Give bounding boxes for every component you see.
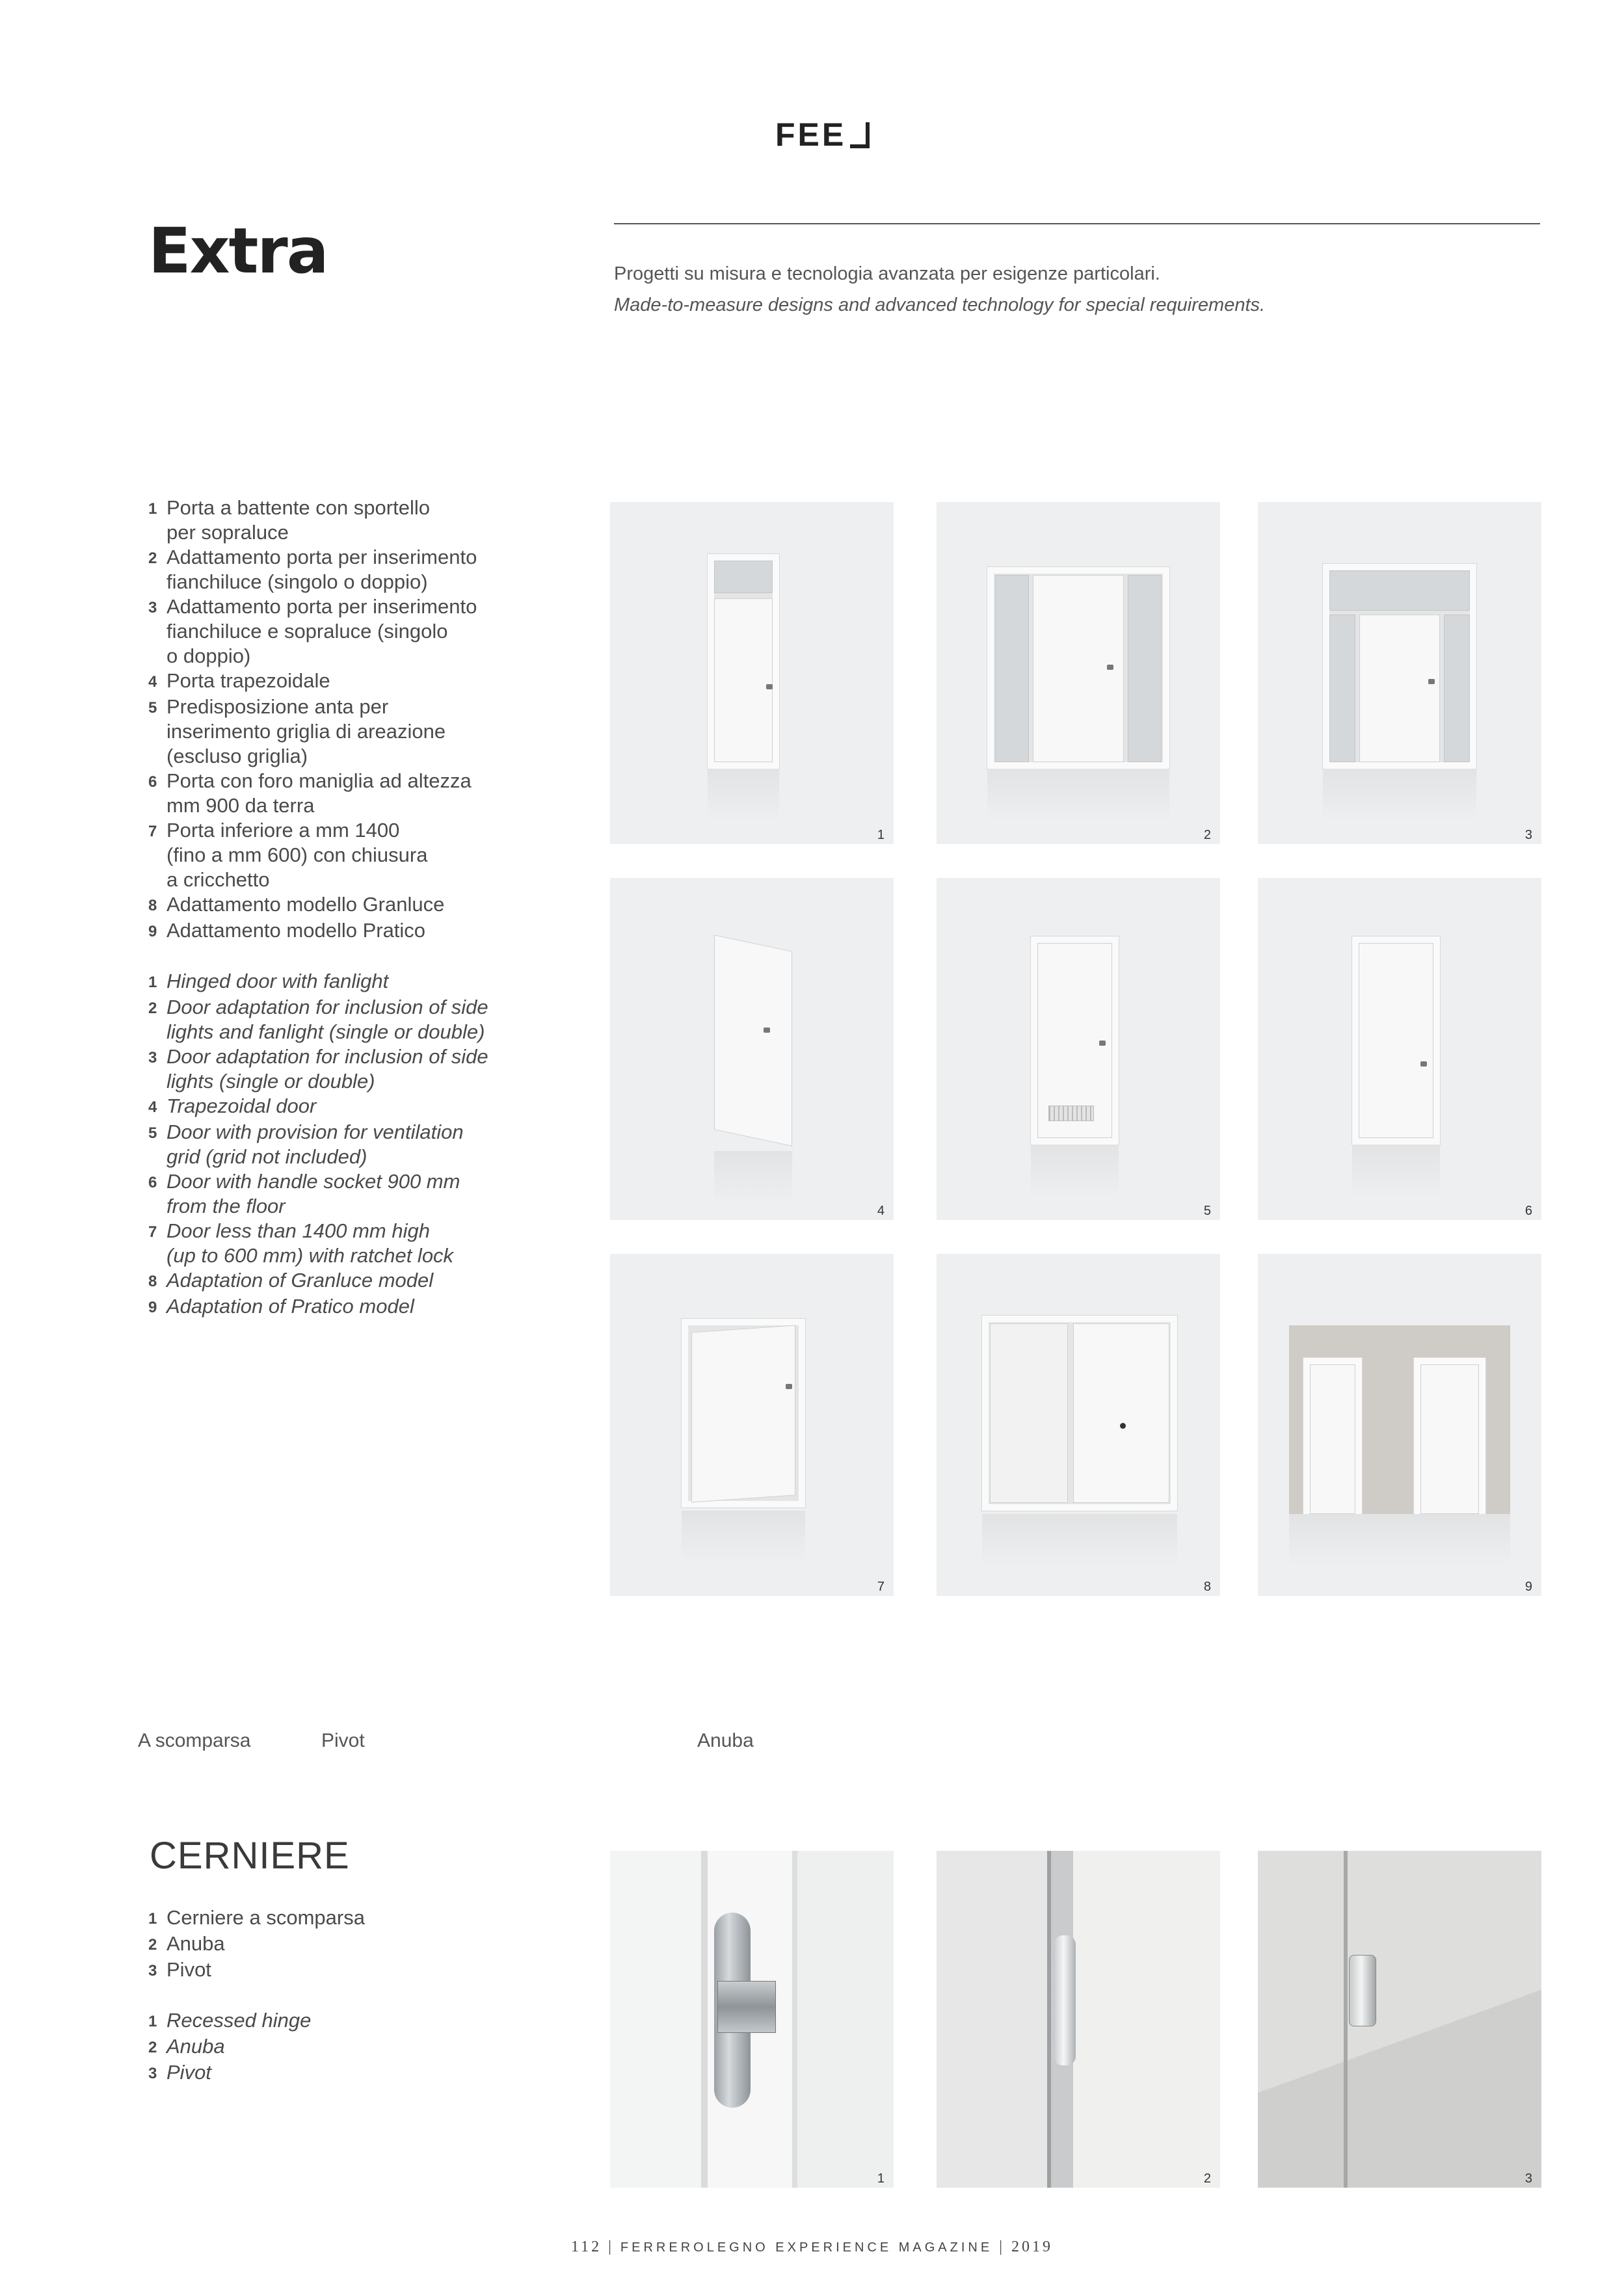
item-number: 1 <box>148 2013 157 2030</box>
hinge-photo-pivot <box>1258 1851 1541 2188</box>
intro-italian: Progetti su misura e tecnologia avanzata per esigenze particolari. <box>614 263 1160 284</box>
door-leaf-left <box>990 1323 1068 1503</box>
door-photo-6 <box>1258 878 1541 1220</box>
hinge-photo-anuba <box>937 1851 1220 2188</box>
intro-english: Made-to-measure designs and advanced technology for special requirements. <box>614 295 1266 315</box>
list-item <box>148 769 539 818</box>
hinge-label-recessed: A scomparsa <box>138 1730 251 1751</box>
item-number: 6 <box>148 1174 157 1191</box>
list-item <box>148 969 539 995</box>
hinge-label-anuba: Anuba <box>697 1730 754 1751</box>
fanlight-glass <box>714 561 773 593</box>
list-item <box>148 1905 539 1931</box>
item-text: Porta con foro maniglia ad altezza mm 900 da terra <box>166 769 472 817</box>
door-leaf-right <box>1420 1364 1479 1514</box>
list-item <box>148 594 539 669</box>
brand-logo-text: FEE <box>775 116 847 153</box>
floor-reflection <box>1031 1145 1119 1197</box>
item-text: Cerniere a scomparsa <box>166 1906 365 1929</box>
list-item <box>148 1169 539 1219</box>
photo-number: 7 <box>877 1580 885 1594</box>
item-text: Adattamento modello Granluce <box>166 893 445 916</box>
list-item <box>148 892 539 918</box>
sidelight-glass-left <box>1329 615 1355 762</box>
item-text: Adaptation of Granluce model <box>166 1269 434 1292</box>
footer-year: 2019 <box>1011 2238 1054 2255</box>
hinge-label-pivot: Pivot <box>321 1730 365 1751</box>
item-number: 2 <box>148 1000 157 1017</box>
brand-logo <box>775 116 870 153</box>
list-item <box>148 1931 539 1957</box>
list-item <box>148 1094 539 1120</box>
item-number: 3 <box>148 599 157 617</box>
handle-icon <box>1107 665 1113 670</box>
item-text: Recessed hinge <box>166 2009 312 2032</box>
door-photo-8 <box>937 1254 1220 1596</box>
floor-reflection <box>682 1511 805 1563</box>
floor-reflection <box>987 769 1169 821</box>
list-item <box>148 545 539 594</box>
page-title: Extra <box>148 215 328 287</box>
item-text: Porta trapezoidale <box>166 669 330 692</box>
item-text: Door adaptation for inclusion of side lights (single or double) <box>166 1045 488 1093</box>
item-text: Porta inferiore a mm 1400 (fino a mm 600) con chiusura a cricchetto <box>166 819 428 891</box>
item-number: 8 <box>148 897 157 914</box>
list-item <box>148 496 539 545</box>
door-leaf <box>714 598 773 762</box>
magazine-name: FERREROLEGNO EXPERIENCE MAGAZINE <box>620 2240 993 2255</box>
item-text: Door adaptation for inclusion of side lights and fanlight (single or double) <box>166 996 488 1043</box>
pivot-hinge <box>1349 1955 1376 2026</box>
photo-number: 3 <box>1524 2171 1532 2186</box>
list-item <box>148 1268 539 1294</box>
list-item <box>148 669 539 695</box>
anuba-hinge <box>1054 1935 1076 2065</box>
trapezoidal-door-leaf <box>714 935 792 1147</box>
floor-reflection <box>1289 1514 1510 1566</box>
door-photo-2 <box>937 502 1220 844</box>
item-number: 2 <box>148 550 157 567</box>
list-item <box>148 818 539 892</box>
handle-icon <box>1120 1423 1126 1429</box>
footer-separator: | <box>608 2238 620 2255</box>
footer-separator: | <box>999 2238 1012 2255</box>
brand-logo-mark <box>850 122 870 148</box>
item-number: 5 <box>148 699 157 717</box>
item-text: Pivot <box>166 1958 211 1981</box>
floor-reflection <box>1323 769 1476 821</box>
item-number: 1 <box>148 974 157 991</box>
item-text: Adattamento porta per inserimento fianchiluce e sopraluce (singolo o doppio) <box>166 595 477 667</box>
door-leaf-left <box>1310 1364 1355 1514</box>
extra-options-list <box>148 496 539 1320</box>
list-item <box>148 695 539 769</box>
door-photo-1 <box>610 502 894 844</box>
item-text: Hinged door with fanlight <box>166 970 389 992</box>
handle-icon <box>1428 679 1435 684</box>
list-item <box>148 1044 539 1094</box>
door-photo-4 <box>610 878 894 1220</box>
cerniere-list <box>148 1905 539 2086</box>
photo-number: 5 <box>1203 1204 1211 1218</box>
item-number: 4 <box>148 1098 157 1116</box>
item-number: 1 <box>148 1910 157 1928</box>
floor-reflection <box>708 769 779 821</box>
list-item <box>148 1120 539 1169</box>
door-photo-3 <box>1258 502 1541 844</box>
list-item <box>148 1219 539 1268</box>
floor-reflection <box>982 1514 1177 1566</box>
photo-number: 4 <box>877 1204 885 1218</box>
handle-icon <box>1420 1061 1427 1067</box>
item-text: Door with handle socket 900 mm from the floor <box>166 1170 460 1217</box>
photo-number: 1 <box>877 2171 885 2186</box>
list-item <box>148 918 539 944</box>
item-number: 3 <box>148 2065 157 2082</box>
door-leaf-right <box>1073 1323 1169 1503</box>
sidelight-glass-right <box>1444 615 1470 762</box>
fanlight-glass <box>1329 570 1470 611</box>
floor-reflection <box>1352 1145 1440 1197</box>
item-number: 7 <box>148 823 157 840</box>
sidelight-glass-right <box>1128 575 1162 762</box>
door-leaf <box>1359 943 1433 1138</box>
list-item <box>148 2034 539 2060</box>
item-number: 2 <box>148 1936 157 1954</box>
list-item <box>148 2060 539 2086</box>
item-number: 6 <box>148 773 157 791</box>
item-text: Porta a battente con sportello per sopraluce <box>166 496 430 544</box>
ventilation-grid <box>1048 1106 1094 1121</box>
item-number: 3 <box>148 1962 157 1980</box>
extra-list-english <box>148 969 539 1320</box>
list-item <box>148 1294 539 1320</box>
photo-number: 2 <box>1203 828 1211 842</box>
extra-list-italian <box>148 496 539 944</box>
photo-number: 8 <box>1203 1580 1211 1594</box>
item-text: Anuba <box>166 1932 225 1955</box>
photo-number: 3 <box>1524 828 1532 842</box>
list-item <box>148 1957 539 1983</box>
item-text: Predisposizione anta per inserimento griglia di areazione (escluso griglia) <box>166 695 446 767</box>
cerniere-title: CERNIERE <box>150 1835 350 1877</box>
photo-number: 6 <box>1524 1204 1532 1218</box>
item-text: Door less than 1400 mm high (up to 600 mm) with ratchet lock <box>166 1219 454 1267</box>
sidelight-glass-left <box>995 575 1029 762</box>
item-number: 3 <box>148 1049 157 1067</box>
item-number: 7 <box>148 1223 157 1241</box>
door-leaf <box>1359 615 1440 762</box>
door-photo-9 <box>1258 1254 1541 1596</box>
item-text: Pivot <box>166 2061 211 2084</box>
page-number: 112 <box>570 2238 602 2255</box>
photo-number: 1 <box>877 828 885 842</box>
item-number: 4 <box>148 673 157 691</box>
recessed-hinge-arm <box>717 1981 776 2033</box>
item-number: 2 <box>148 2039 157 2056</box>
header-divider <box>614 223 1540 224</box>
item-number: 5 <box>148 1124 157 1142</box>
door-edge-line <box>1344 1851 1348 2188</box>
hinge-photo-recessed <box>610 1851 894 2188</box>
handle-icon <box>764 1028 770 1033</box>
cerniere-list-italian <box>148 1905 539 1983</box>
item-text: Door with provision for ventilation grid (grid not included) <box>166 1121 464 1168</box>
item-text: Adattamento porta per inserimento fianchiluce (singolo o doppio) <box>166 546 477 593</box>
ratchet-lock-icon <box>786 1384 792 1389</box>
item-number: 9 <box>148 1299 157 1316</box>
handle-icon <box>766 684 773 689</box>
handle-icon <box>1099 1041 1106 1046</box>
photo-number: 2 <box>1203 2171 1211 2186</box>
list-item <box>148 2008 539 2034</box>
item-text: Adaptation of Pratico model <box>166 1295 414 1318</box>
list-item <box>148 995 539 1044</box>
floor-reflection <box>714 1151 792 1203</box>
door-leaf <box>691 1325 795 1502</box>
item-number: 1 <box>148 500 157 518</box>
door-photo-7 <box>610 1254 894 1596</box>
item-number: 8 <box>148 1273 157 1290</box>
item-text: Trapezoidal door <box>166 1094 317 1117</box>
photo-number: 9 <box>1524 1580 1532 1594</box>
cerniere-list-english <box>148 2008 539 2086</box>
page-footer <box>0 2238 1624 2256</box>
item-text: Adattamento modello Pratico <box>166 919 426 942</box>
door-photo-5 <box>937 878 1220 1220</box>
item-text: Anuba <box>166 2035 225 2058</box>
item-number: 9 <box>148 923 157 940</box>
